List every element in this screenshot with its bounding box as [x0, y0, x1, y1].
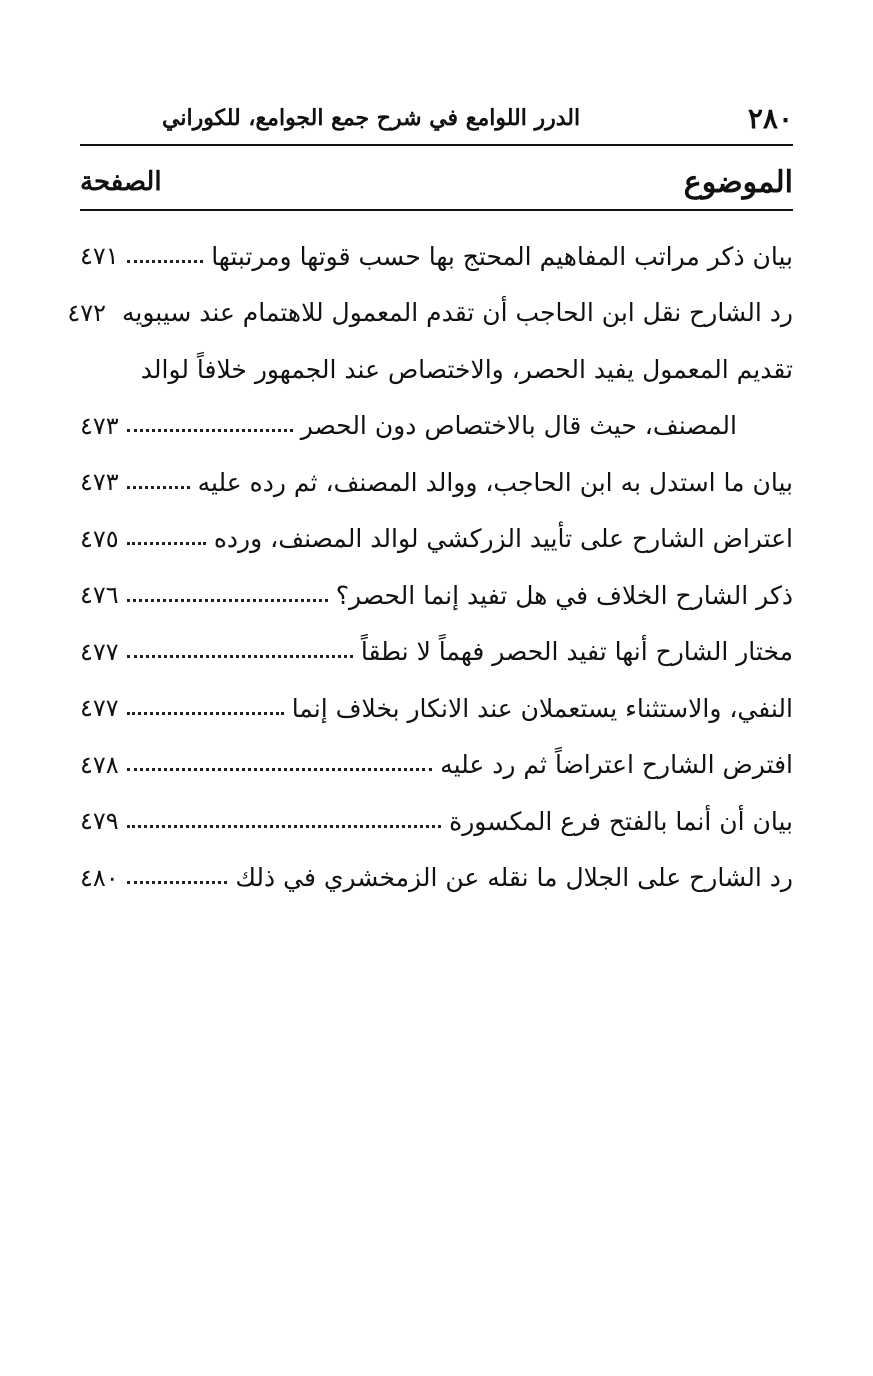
entry-title: مختار الشارح أنها تفيد الحصر فهماً لا نطقاً: [360, 637, 793, 667]
entry-page-number: ٤٧٨: [80, 750, 119, 779]
entry-title: تقديم المعمول يفيد الحصر، والاختصاص عند الجمهور خلافاً لوالد: [140, 354, 793, 384]
entry-page-number: ٤٧٦: [80, 581, 119, 610]
toc-entry: [80, 850, 793, 907]
dot-leader: [127, 486, 190, 489]
dot-leader: [127, 260, 204, 263]
entry-page-number: ٤٧٣: [80, 468, 119, 497]
toc-entry: [80, 341, 793, 398]
entry-page-number: ٤٧٩: [80, 807, 119, 836]
subject-column-header: الموضوع: [683, 164, 793, 200]
toc-entry: [80, 793, 793, 850]
toc-entry: [67, 285, 793, 342]
entry-page-number: ٤٧٢: [67, 298, 107, 327]
toc-entry: [80, 228, 793, 285]
entry-title: بيان ذكر مراتب المفاهيم المحتج بها حسب قوتها ومرتبتها: [211, 241, 793, 271]
toc-entry: [80, 680, 793, 737]
entry-title: المصنف، حيث قال بالاختصاص دون الحصر: [300, 411, 737, 441]
entry-page-number: ٤٧١: [80, 242, 119, 271]
toc-entry: [80, 454, 793, 511]
entry-page-number: ٤٧٧: [80, 637, 119, 666]
toc-entry: [80, 624, 793, 681]
page-number: ٢٨٠: [747, 101, 793, 135]
dot-leader: [127, 542, 206, 545]
dot-leader: [127, 655, 353, 658]
entry-title: بيان أن أنما بالفتح فرع المكسورة: [449, 806, 793, 836]
dot-leader: [127, 429, 293, 432]
toc-entries: [67, 228, 793, 906]
book-title: الدرر اللوامع في شرح جمع الجوامع، للكوراني: [162, 105, 581, 131]
running-head: [80, 100, 793, 136]
toc-entry: [80, 737, 793, 794]
entry-title: النفي، والاستثناء يستعملان عند الانكار بخلاف إنما: [291, 693, 793, 723]
dot-leader: [127, 768, 433, 771]
dot-leader: [127, 881, 228, 884]
toc-entry: [80, 567, 793, 624]
page-column-header: الصفحة: [80, 167, 162, 197]
entry-page-number: ٤٨٠: [80, 863, 119, 892]
entry-page-number: ٤٧٧: [80, 694, 119, 723]
entry-title: ذكر الشارح الخلاف في هل تفيد إنما الحصر؟: [335, 580, 793, 610]
dot-leader: [127, 825, 441, 828]
toc-entry: [80, 398, 793, 455]
column-header-rule: [80, 209, 793, 211]
dot-leader: [127, 599, 328, 602]
entry-title: اعتراض الشارح على تأييد الزركشي لوالد المصنف، ورده: [213, 524, 793, 554]
header-rule: [80, 144, 793, 146]
entry-title: رد الشارح نقل ابن الحاجب أن تقدم المعمول للاهتمام عند سيبويه: [122, 298, 793, 328]
toc-entry: [80, 511, 793, 568]
entry-title: بيان ما استدل به ابن الحاجب، ووالد المصنف، ثم رده عليه: [197, 467, 793, 497]
column-headers: [80, 160, 793, 204]
entry-title: افترض الشارح اعتراضاً ثم رد عليه: [440, 750, 793, 780]
entry-page-number: ٤٧٥: [80, 524, 119, 553]
entry-title: رد الشارح على الجلال ما نقله عن الزمخشري في ذلك: [235, 863, 793, 893]
dot-leader: [127, 712, 284, 715]
entry-page-number: ٤٧٣: [80, 411, 119, 440]
